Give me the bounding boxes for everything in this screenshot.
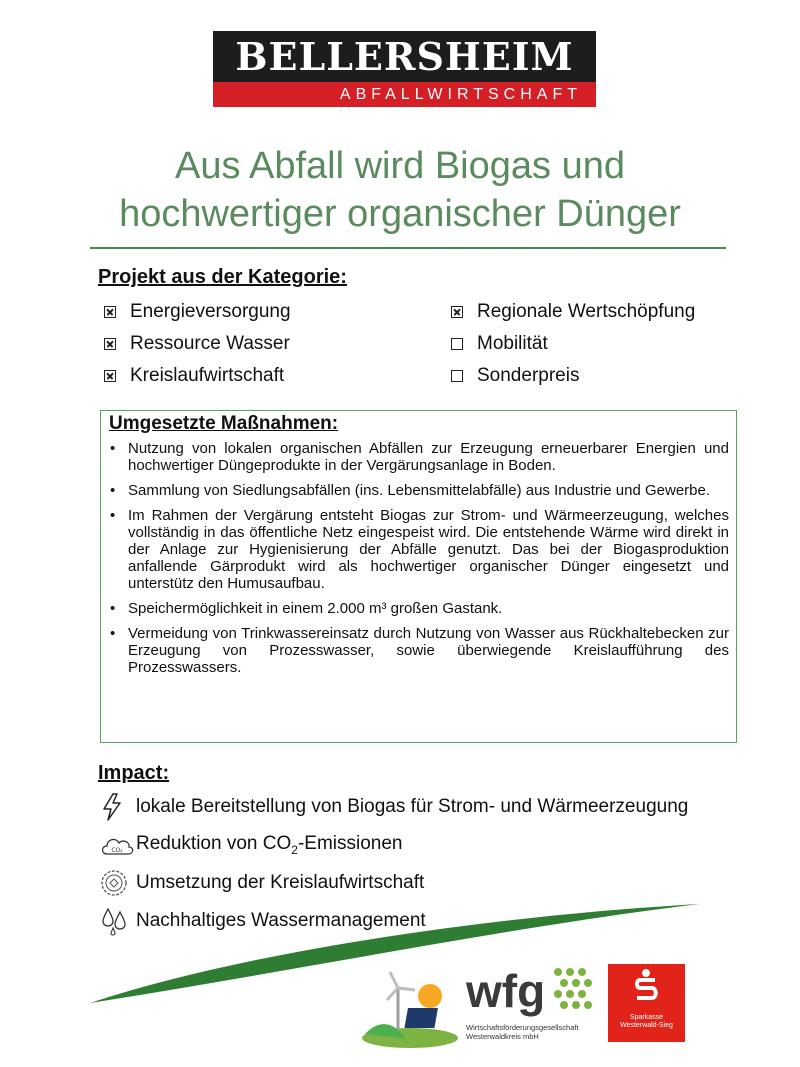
checkbox-unchecked-icon bbox=[451, 370, 463, 382]
wfg-logo-text: wfg bbox=[466, 965, 546, 1017]
category-label: Mobilität bbox=[477, 333, 548, 354]
checkbox-unchecked-icon bbox=[451, 338, 463, 350]
category-regional bbox=[451, 300, 695, 324]
company-logo-subtitle: ABFALLWIRTSCHAFT bbox=[213, 82, 596, 107]
impact-item-biogas bbox=[100, 791, 688, 823]
category-label: Regionale Wertschöpfung bbox=[477, 301, 696, 322]
wfg-dots-logo bbox=[552, 966, 598, 1012]
category-label: Sonderpreis bbox=[477, 365, 580, 386]
impact-text: Umsetzung der Kreislaufwirtschaft bbox=[136, 872, 425, 893]
impact-text: lokale Bereitstellung von Biogas für Strom- und Wärmeerzeugung bbox=[136, 796, 689, 817]
title-line-1: Aus Abfall wird Biogas und bbox=[175, 145, 625, 187]
category-special bbox=[451, 364, 579, 388]
category-label: Ressource Wasser bbox=[130, 333, 290, 354]
impact-text: Reduktion von $CO_2$-Emissionen bbox=[136, 833, 403, 857]
impact-heading: Impact: bbox=[98, 762, 170, 784]
category-label: Energieversorgung bbox=[130, 301, 291, 322]
category-energy bbox=[104, 300, 291, 324]
impact-text: Nachhaltiges Wassermanagement bbox=[136, 910, 426, 931]
checkbox-checked-icon bbox=[451, 306, 463, 318]
co2-icon-label: CO₂ bbox=[111, 847, 123, 854]
checkbox-checked-icon bbox=[104, 370, 116, 382]
category-heading: Projekt aus der Kategorie: bbox=[98, 266, 347, 288]
category-circular bbox=[104, 364, 284, 388]
co2-cloud-icon bbox=[100, 829, 136, 861]
category-label: Kreislaufwirtschaft bbox=[130, 365, 285, 386]
checkbox-checked-icon bbox=[104, 338, 116, 350]
title-line-2: hochwertiger organischer Dünger bbox=[119, 193, 681, 235]
impact-item-co2 bbox=[100, 829, 402, 861]
measures-list bbox=[109, 440, 729, 684]
wfg-subtitle: Wirtschaftsförderungsgesellschaft Westerwaldkreis mbH bbox=[466, 1023, 579, 1041]
windmill-solar-logo bbox=[360, 968, 460, 1048]
list-item: • Im Rahmen der Vergärung entsteht Biogas zur Strom- und Wärmeerzeugung, welches vollständig in das öffentliche Netz eingespeist wird. Die entstehende Wärme wird direkt in der Anlage zur Hygienisierung der Abfälle genutzt. Das bei der Biogasproduktion anfallende Gärprodukt wird als hochwertiger organischer Dünger eingesetzt und unterstütz den Humusaufbau. bbox=[109, 507, 729, 592]
title-divider bbox=[90, 247, 726, 249]
sparkasse-s-icon bbox=[608, 964, 685, 1012]
page-title bbox=[40, 142, 760, 238]
list-item: • Sammlung von Siedlungsabfällen (ins. Lebensmittelabfälle) aus Industrie und Gewerbe. bbox=[109, 482, 729, 499]
list-item: • Speichermöglichkeit in einem 2.000 m³ großen Gastank. bbox=[109, 600, 729, 617]
list-item: • Nutzung von lokalen organischen Abfällen zur Erzeugung erneuerbarer Energien und hochwertiger Düngeprodukte in der Vergärungsanlage in Boden. bbox=[109, 440, 729, 474]
measures-heading: Umgesetzte Maßnahmen: bbox=[109, 413, 339, 434]
list-item: • Vermeidung von Trinkwassereinsatz durch Nutzung von Wasser aus Rückhaltebecken zur Erzeugung von Prozesswasser, sowie überwiegende Kreislaufführung des Prozesswassers. bbox=[109, 625, 729, 676]
measures-box bbox=[100, 410, 737, 743]
category-mobility bbox=[451, 332, 548, 356]
lightning-icon bbox=[100, 791, 136, 823]
sparkasse-label: Sparkasse Westerwald-Sieg bbox=[620, 1014, 673, 1029]
checkbox-checked-icon bbox=[104, 306, 116, 318]
category-water bbox=[104, 332, 290, 356]
sparkasse-logo bbox=[608, 964, 685, 1042]
company-logo-name: BELLERSHEIM bbox=[213, 31, 596, 82]
